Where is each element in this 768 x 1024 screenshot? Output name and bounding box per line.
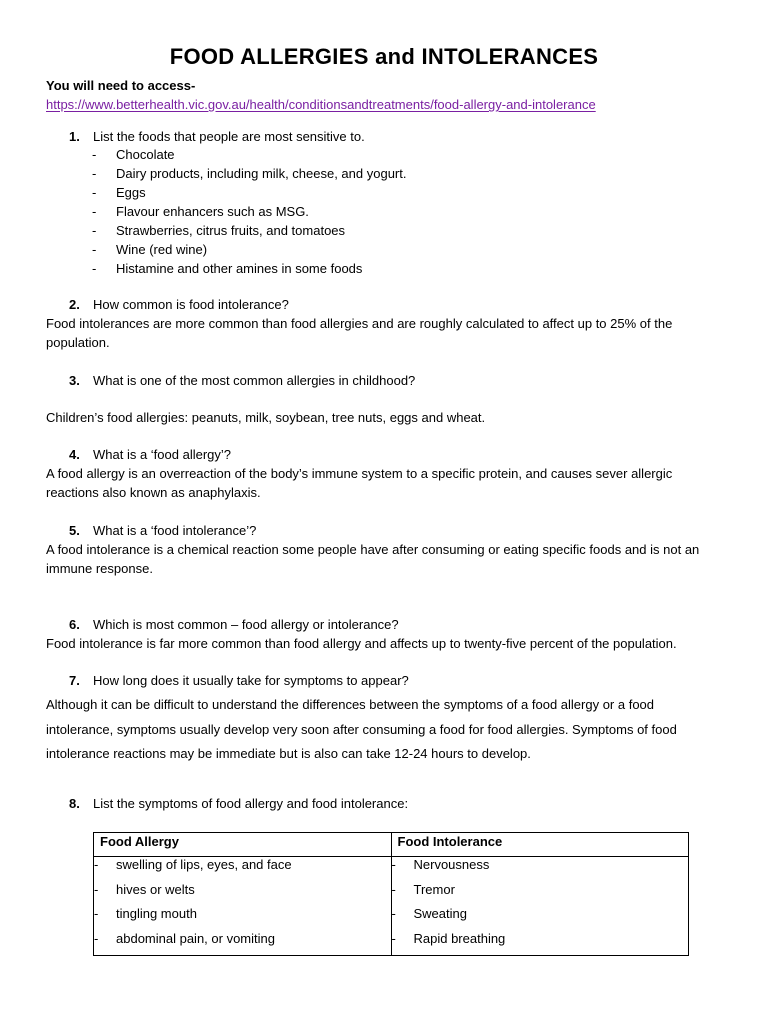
question-5: 5. What is a ‘food intolerance’? [69,523,257,538]
list-item: - abdominal pain, or vomiting [94,930,275,946]
question-7: 7. How long does it usually take for symptoms to appear? [69,673,409,688]
list-item: - tingling mouth [94,906,197,921]
question-8: 8. List the symptoms of food allergy and food intolerance: [69,796,409,811]
answer-6: Food intolerance is far more common than food allergy and affects up to twenty-five percent of the population. [46,636,677,651]
list-item: - Sweating [391,906,467,921]
question-6: 6. Which is most common – food allergy or intolerance? [69,617,399,632]
table-header-food-intolerance: Food Intolerance [391,833,689,857]
list-item: - hives or welts [94,881,195,897]
list-item: - Wine (red wine) [92,242,208,257]
list-item: - Dairy products, including milk, cheese, and yogurt. [92,166,407,181]
list-item: - Histamine and other amines in some foods [92,261,363,276]
table-header-food-allergy: Food Allergy [94,833,392,857]
answer-4: A food allergy is an overreaction of the body’s immune system to a specific protein, and causes sever allergic reactions also known as anaphylaxis. [46,466,673,500]
list-item: - Nervousness [391,857,490,872]
list-item: - Eggs [92,185,146,200]
sensitive-foods-list [92,147,406,280]
access-label: You will need to access- [46,78,196,93]
question-2: 2. How common is food intolerance? [69,297,289,312]
better-health-link[interactable]: https://www.betterhealth.vic.gov.au/health/conditionsandtreatments/food-allergy-and-intolerance [46,97,596,112]
list-item: - swelling of lips, eyes, and face [94,857,292,872]
list-item: - Rapid breathing [391,930,506,946]
answer-2: Food intolerances are more common than food allergies and are roughly calculated to affect up to 25% of the population. [46,316,673,350]
list-item: - Flavour enhancers such as MSG. [92,204,309,219]
answer-5: A food intolerance is a chemical reaction some people have after consuming or eating specific foods and is not an immune response. [46,542,700,576]
allergy-symptoms-cell [94,857,392,956]
answer-7: Although it can be difficult to understand the differences between the symptoms of a food allergy or a food intolerance, symptoms usually develop very soon after consuming a food for food allergies. Symptoms of food intolerance reactions may be immediate but is also can take 12-24 hours to develop. [46,697,677,761]
answer-3: Children’s food allergies: peanuts, milk, soybean, tree nuts, eggs and wheat. [46,410,486,425]
list-item: - Chocolate [92,147,175,162]
page-title: FOOD ALLERGIES and INTOLERANCES [169,44,599,69]
question-1 [69,129,365,144]
question-text: List the foods that people are most sensitive to. [93,129,365,144]
symptoms-table [93,832,689,956]
question-4: 4. What is a ‘food allergy’? [69,447,232,462]
question-number: 1. [69,129,80,144]
list-item: - Tremor [391,881,455,897]
intolerance-symptoms-cell [391,857,689,956]
list-item: - Strawberries, citrus fruits, and tomatoes [92,223,346,238]
question-3: 3. What is one of the most common allergies in childhood? [69,373,416,388]
